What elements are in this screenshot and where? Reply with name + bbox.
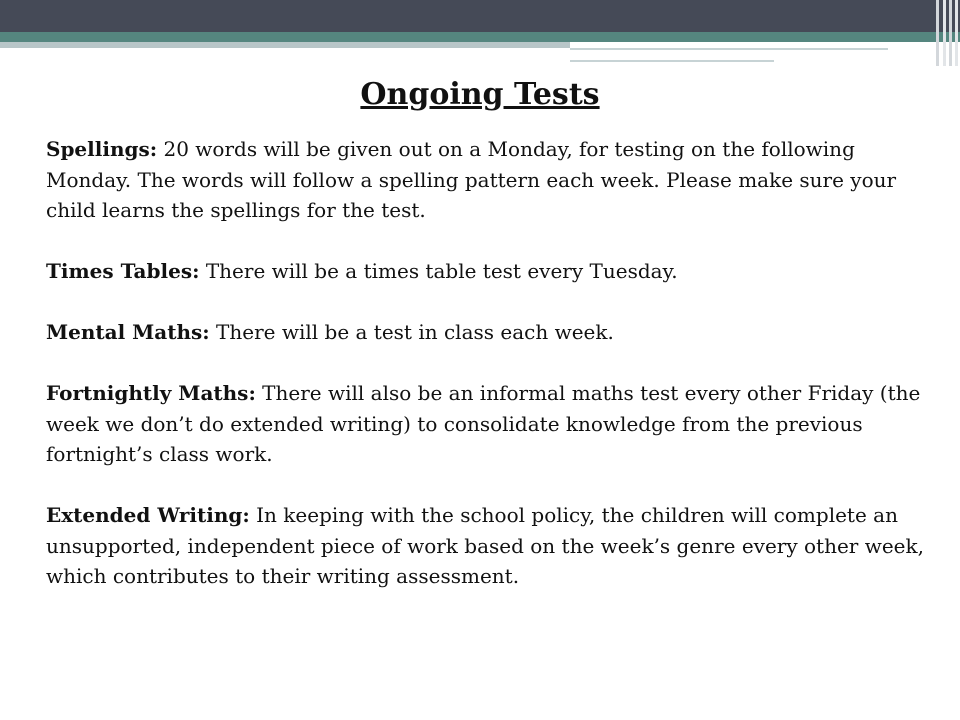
paragraph-label: Fortnightly Maths:	[46, 381, 256, 405]
slide-title: Ongoing Tests	[360, 77, 600, 112]
header-dark-band	[0, 0, 960, 32]
paragraph-label: Mental Maths:	[46, 320, 210, 344]
paragraph-extended-writing	[46, 500, 926, 592]
paragraph-text: There will be a times table test every Tuesday.	[199, 259, 678, 283]
paragraph-fortnightly-maths	[46, 378, 926, 470]
paragraph-spellings	[46, 134, 926, 226]
paragraph-label: Extended Writing:	[46, 503, 250, 527]
paragraph-text: There will also be an informal maths test every other Friday (the week we don’t do extended writing) to consolidate knowledge from the previous fortnight’s class work.	[46, 381, 921, 466]
header-teal-band	[0, 32, 960, 42]
header-light-band	[0, 42, 570, 48]
header-thin-line	[570, 60, 774, 62]
paragraph-text: 20 words will be given out on a Monday, for testing on the following Monday. The words will follow a spelling pattern each week. Please make sure your child learns the spellings for the test.	[46, 137, 897, 222]
paragraph-times-tables	[46, 256, 926, 287]
slide-content	[46, 134, 926, 592]
paragraph-mental-maths	[46, 317, 926, 348]
paragraph-label: Times Tables:	[46, 259, 200, 283]
paragraph-text: There will be a test in class each week.	[209, 320, 614, 344]
paragraph-label: Spellings:	[46, 137, 158, 161]
paragraph-text: In keeping with the school policy, the children will complete an unsupported, independent piece of work based on the week’s genre every other week, which contributes to their writing assessment.	[46, 503, 924, 588]
header-thin-line	[570, 48, 888, 50]
header-corner-stripes	[936, 0, 960, 66]
